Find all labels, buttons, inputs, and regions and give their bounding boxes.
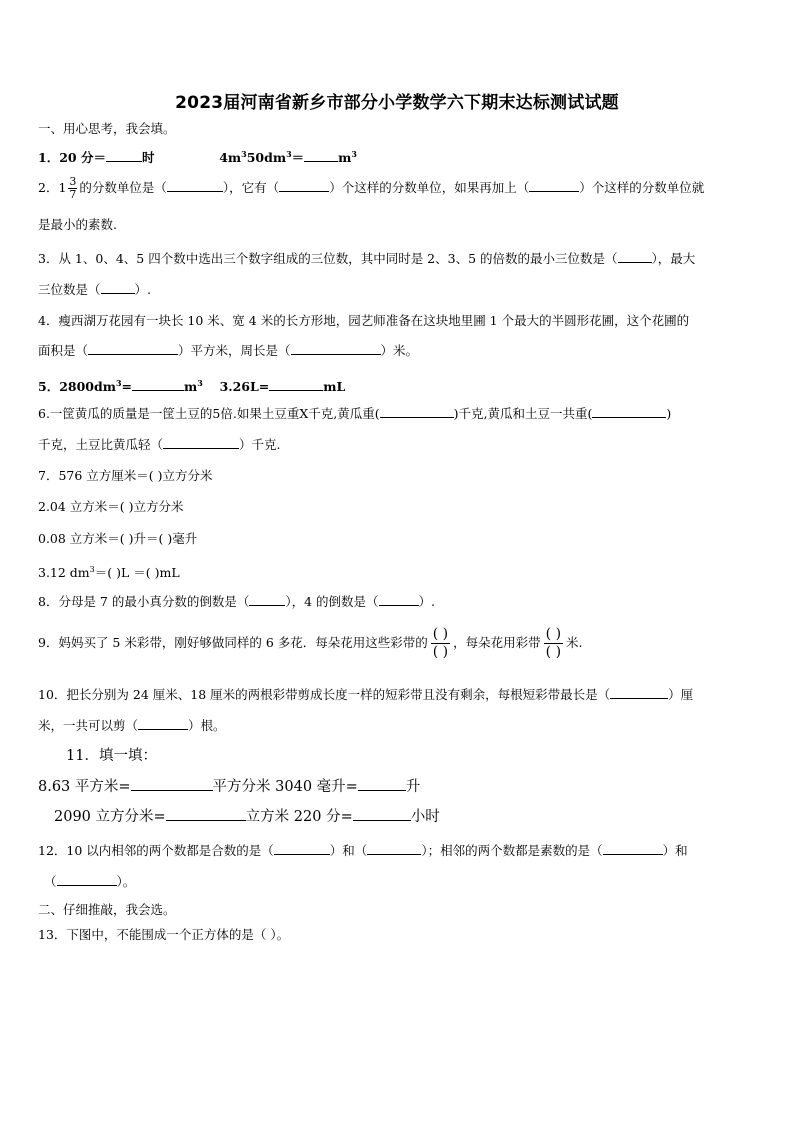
- question-2: 2．1 $\frac{3}{7}$ 的分数单位是（ ），它有（ ）个这样的分数单位，如果再加上（ ）个这样的分数单位就: [38, 175, 705, 201]
- answer-blank[interactable]: [592, 405, 666, 418]
- answer-blank[interactable]: [353, 808, 411, 821]
- answer-blank[interactable]: [380, 405, 454, 418]
- answer-blank[interactable]: [358, 778, 406, 791]
- answer-blank[interactable]: [132, 378, 184, 391]
- blank-fraction[interactable]: $\frac{( )}{( )}$: [432, 626, 449, 660]
- answer-blank[interactable]: [269, 378, 323, 391]
- question-3-cont: 三位数是（ ）.: [38, 282, 151, 297]
- question-12: 12．10 以内相邻的两个数都是合数的是（ ）和（ ）；相邻的两个数都是素数的是（ ）和: [38, 843, 688, 858]
- question-6: 6.一筐黄瓜的质量是一筐土豆的5倍.如果土豆重X千克,黄瓜重( )千克,黄瓜和土豆一共重( ): [38, 406, 672, 421]
- question-1: 1．20 分＝ 时 $4m^350dm^3= m^3$: [38, 149, 357, 166]
- question-10-cont: 米，一共可以剪（ ）根。: [38, 718, 226, 733]
- document-title: 2023届河南省新乡市部分小学数学六下期末达标测试试题: [175, 93, 619, 113]
- question-4-cont: 面积是（ ）平方米，周长是（ ）米。: [38, 343, 419, 358]
- question-2-cont: 是最小的素数.: [38, 217, 117, 232]
- answer-blank[interactable]: [603, 842, 663, 855]
- question-8: 8．分母是 7 的最小真分数的倒数是（ ），4 的倒数是（ ）.: [38, 594, 436, 609]
- question-5: 5．$2800dm^3= m^3$ 3.26L= mL: [38, 378, 346, 395]
- answer-blank[interactable]: [304, 149, 338, 162]
- question-7-line2: 2.04 立方米＝( )立方分米: [38, 499, 184, 514]
- answer-blank[interactable]: [618, 250, 652, 263]
- question-13: 13．下图中，不能围成一个正方体的是（ ）。: [38, 927, 290, 942]
- answer-blank[interactable]: [279, 179, 329, 192]
- question-7-line3: 0.08 立方米＝( )升＝( )毫升: [38, 531, 198, 546]
- question-9: 9．妈妈买了 5 米彩带，刚好够做同样的 6 多花．每朵花用这些彩带的 $\frac{( )}{( )}$ ，每朵花用彩带 $\frac{( )}{( )}$ 米.: [38, 626, 583, 660]
- answer-blank[interactable]: [101, 281, 135, 294]
- section-heading-1: 一、用心思考，我会填。: [38, 121, 176, 136]
- question-11: 11．填一填：: [66, 748, 157, 764]
- answer-blank[interactable]: [106, 149, 142, 162]
- answer-blank[interactable]: [88, 342, 178, 355]
- answer-blank[interactable]: [57, 873, 117, 886]
- question-10: 10．把长分别为 24 厘米、18 厘米的两根彩带剪成长度一样的短彩带且没有剩余，每根短彩带最长是（ ）厘: [38, 687, 694, 702]
- question-11-line1: 8.63 平方米= 平方分米 3040 毫升= 升: [38, 779, 421, 795]
- answer-blank[interactable]: [367, 842, 421, 855]
- question-11-line2: 2090 立方分米= 立方米 220 分= 小时: [54, 809, 440, 825]
- question-7: 7．576 立方厘米＝( )立方分米: [38, 468, 213, 483]
- answer-blank[interactable]: [291, 342, 381, 355]
- mixed-fraction: $\frac{3}{7}$: [69, 175, 77, 201]
- section-heading-2: 二、仔细推敲，我会选。: [38, 902, 176, 917]
- question-4: 4．瘦西湖万花园有一块长 10 米、宽 4 米的长方形地，园艺师准备在这块地里圃 1 个最大的半圆形花圃，这个花圃的: [38, 313, 690, 328]
- question-12-cont: （ ）。: [44, 874, 136, 889]
- answer-blank[interactable]: [379, 593, 419, 606]
- question-3: 3．从 1、0、4、5 四个数中选出三个数字组成的三位数，其中同时是 2、3、5 的倍数的最小三位数是（ ），最大: [38, 251, 696, 266]
- question-6-cont: 千克，土豆比黄瓜轻（ ）千克.: [38, 437, 281, 452]
- answer-blank[interactable]: [274, 842, 330, 855]
- answer-blank[interactable]: [249, 593, 285, 606]
- blank-fraction[interactable]: $\frac{( )}{( )}$: [545, 626, 562, 660]
- answer-blank[interactable]: [163, 436, 239, 449]
- answer-blank[interactable]: [138, 717, 188, 730]
- answer-blank[interactable]: [131, 778, 213, 791]
- question-7-line4: 3.12 $dm^3=$( )L ＝( )mL: [38, 565, 180, 581]
- answer-blank[interactable]: [166, 808, 246, 821]
- answer-blank[interactable]: [610, 686, 668, 699]
- answer-blank[interactable]: [529, 179, 579, 192]
- answer-blank[interactable]: [167, 179, 223, 192]
